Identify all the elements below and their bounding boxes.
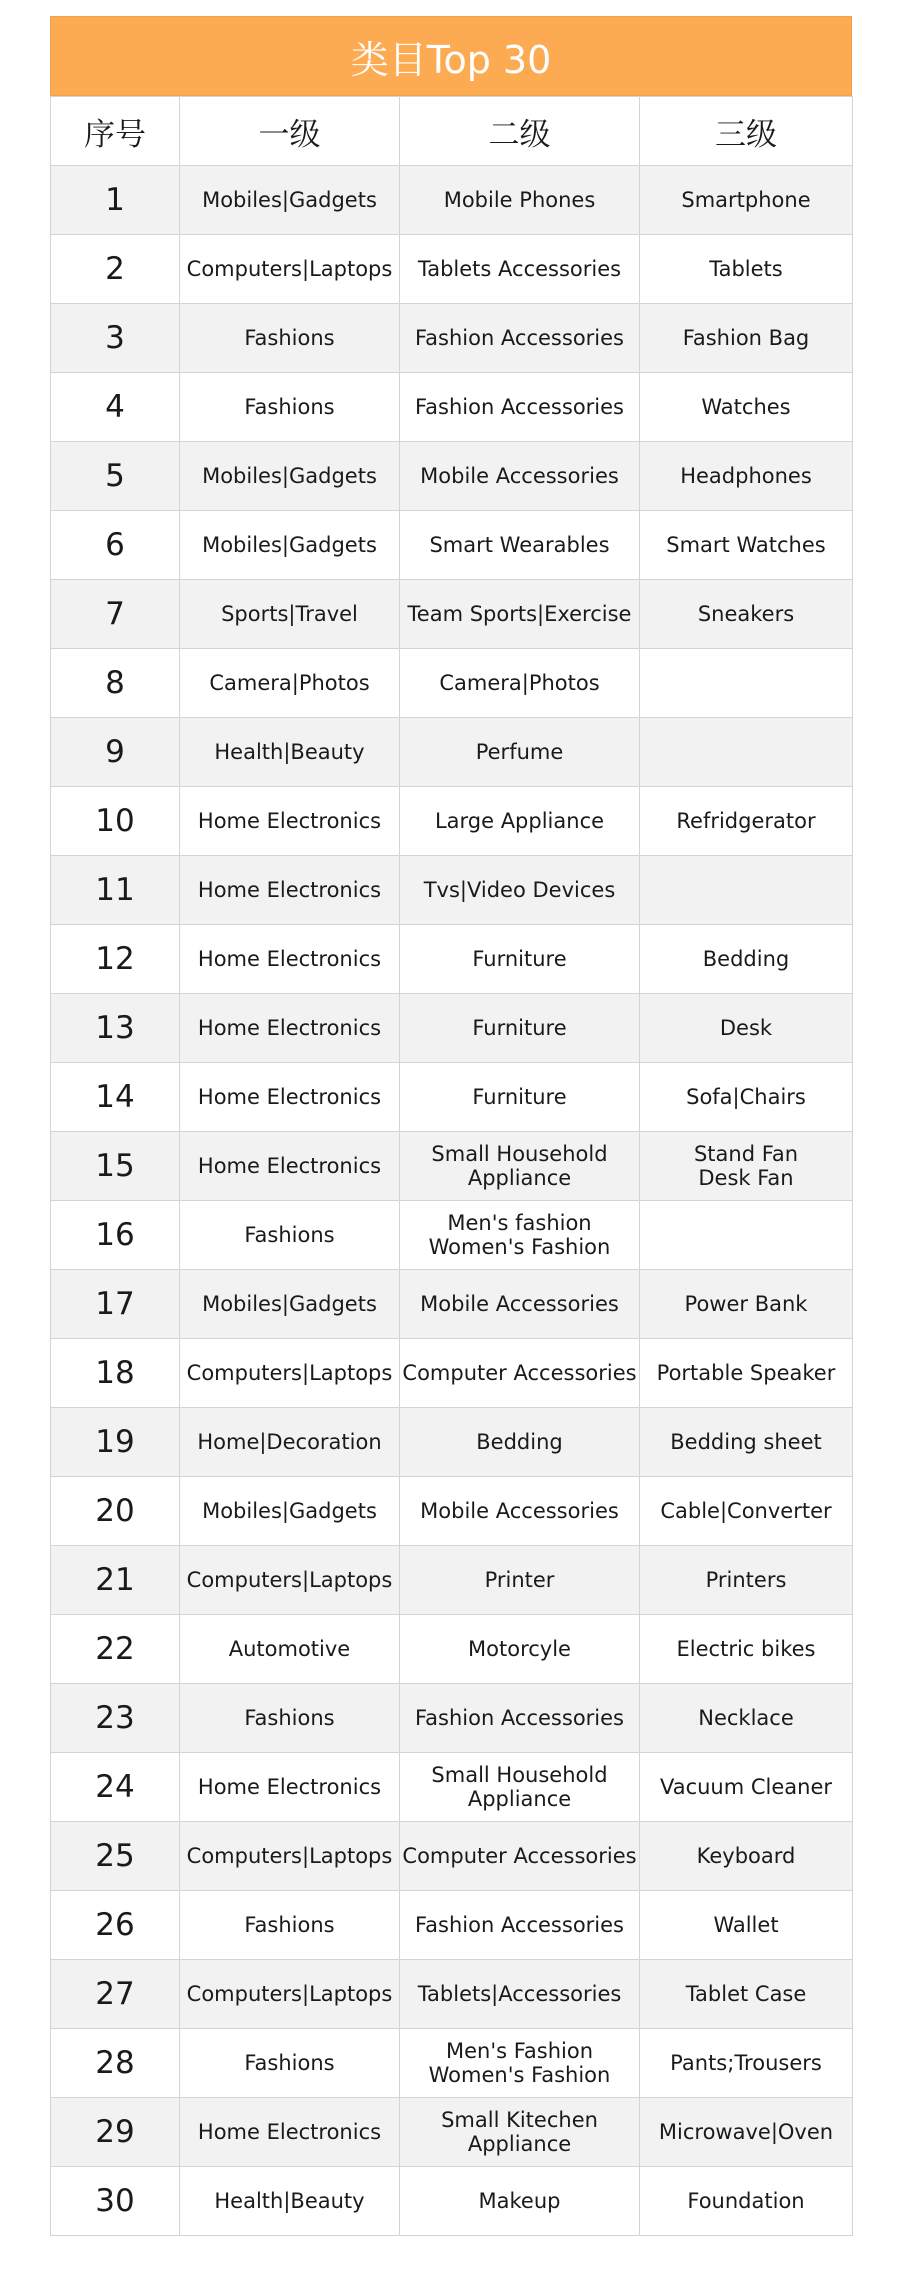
level-1-cell: Home Electronics: [180, 1132, 400, 1201]
table-row: [51, 1477, 853, 1546]
level-1-cell: Mobiles|Gadgets: [180, 442, 400, 511]
level-1-cell: Computers|Laptops: [180, 1339, 400, 1408]
rank-cell: 19: [51, 1408, 180, 1477]
level-2-cell: Small Household Appliance: [400, 1753, 640, 1822]
level-2-cell: Mobile Accessories: [400, 1477, 640, 1546]
level-2-cell: Furniture: [400, 1063, 640, 1132]
table-row: [51, 718, 853, 787]
rank-cell: 14: [51, 1063, 180, 1132]
table-row: [51, 1270, 853, 1339]
table-row: [51, 442, 853, 511]
table-row: [51, 787, 853, 856]
level-2-cell: Bedding: [400, 1408, 640, 1477]
table-title: 类目Top 30: [50, 16, 852, 96]
level-3-cell: [640, 856, 853, 925]
level-2-cell: Printer: [400, 1546, 640, 1615]
rank-cell: 30: [51, 2167, 180, 2236]
rank-cell: 27: [51, 1960, 180, 2029]
table-row: [51, 304, 853, 373]
level-1-cell: Mobiles|Gadgets: [180, 1270, 400, 1339]
level-2-cell: Small Kitechen Appliance: [400, 2098, 640, 2167]
level-2-cell: Men's fashion Women's Fashion: [400, 1201, 640, 1270]
table-body: [51, 166, 853, 2236]
level-2-cell: Furniture: [400, 925, 640, 994]
table-row: [51, 1546, 853, 1615]
table-row: [51, 166, 853, 235]
level-2-cell: Team Sports|Exercise: [400, 580, 640, 649]
table-row: [51, 1753, 853, 1822]
level-1-cell: Mobiles|Gadgets: [180, 166, 400, 235]
table-row: [51, 235, 853, 304]
table-row: [51, 511, 853, 580]
level-2-cell: Smart Wearables: [400, 511, 640, 580]
level-3-cell: Necklace: [640, 1684, 853, 1753]
level-1-cell: Camera|Photos: [180, 649, 400, 718]
level-1-cell: Automotive: [180, 1615, 400, 1684]
level-3-cell: Refridgerator: [640, 787, 853, 856]
level-1-cell: Health|Beauty: [180, 718, 400, 787]
level-3-cell: Pants;Trousers: [640, 2029, 853, 2098]
rank-cell: 18: [51, 1339, 180, 1408]
level-1-cell: Home Electronics: [180, 1063, 400, 1132]
level-1-cell: Home Electronics: [180, 994, 400, 1063]
level-3-cell: Tablet Case: [640, 1960, 853, 2029]
level-1-cell: Fashions: [180, 373, 400, 442]
rank-cell: 23: [51, 1684, 180, 1753]
level-2-cell: Tablets Accessories: [400, 235, 640, 304]
level-1-cell: Home Electronics: [180, 856, 400, 925]
rank-cell: 22: [51, 1615, 180, 1684]
table-row: [51, 1822, 853, 1891]
level-1-cell: Home Electronics: [180, 787, 400, 856]
rank-cell: 11: [51, 856, 180, 925]
table-row: [51, 1201, 853, 1270]
category-table: [50, 96, 853, 2236]
table-row: [51, 1615, 853, 1684]
level-1-cell: Health|Beauty: [180, 2167, 400, 2236]
level-1-cell: Computers|Laptops: [180, 1546, 400, 1615]
table-row: [51, 580, 853, 649]
header-level-1: 一级: [180, 97, 400, 166]
level-3-cell: Sofa|Chairs: [640, 1063, 853, 1132]
rank-cell: 8: [51, 649, 180, 718]
rank-cell: 1: [51, 166, 180, 235]
level-3-cell: Sneakers: [640, 580, 853, 649]
level-2-cell: Mobile Accessories: [400, 1270, 640, 1339]
level-2-cell: Motorcyle: [400, 1615, 640, 1684]
level-3-cell: Printers: [640, 1546, 853, 1615]
level-2-cell: Tablets|Accessories: [400, 1960, 640, 2029]
rank-cell: 28: [51, 2029, 180, 2098]
level-2-cell: Men's Fashion Women's Fashion: [400, 2029, 640, 2098]
level-3-cell: Smartphone: [640, 166, 853, 235]
level-3-cell: Tablets: [640, 235, 853, 304]
level-2-cell: Computer Accessories: [400, 1339, 640, 1408]
level-1-cell: Fashions: [180, 2029, 400, 2098]
level-3-cell: Vacuum Cleaner: [640, 1753, 853, 1822]
rank-cell: 3: [51, 304, 180, 373]
rank-cell: 16: [51, 1201, 180, 1270]
level-2-cell: Fashion Accessories: [400, 304, 640, 373]
header-level-3: 三级: [640, 97, 853, 166]
level-1-cell: Computers|Laptops: [180, 1822, 400, 1891]
level-3-cell: Cable|Converter: [640, 1477, 853, 1546]
rank-cell: 17: [51, 1270, 180, 1339]
table-row: [51, 2167, 853, 2236]
level-3-cell: Stand Fan Desk Fan: [640, 1132, 853, 1201]
table-row: [51, 1684, 853, 1753]
level-3-cell: Microwave|Oven: [640, 2098, 853, 2167]
level-3-cell: Bedding: [640, 925, 853, 994]
rank-cell: 13: [51, 994, 180, 1063]
table-row: [51, 1891, 853, 1960]
level-2-cell: Large Appliance: [400, 787, 640, 856]
level-3-cell: Keyboard: [640, 1822, 853, 1891]
rank-cell: 20: [51, 1477, 180, 1546]
rank-cell: 12: [51, 925, 180, 994]
level-3-cell: Watches: [640, 373, 853, 442]
level-1-cell: Home Electronics: [180, 925, 400, 994]
level-2-cell: Tvs|Video Devices: [400, 856, 640, 925]
level-2-cell: Fashion Accessories: [400, 1684, 640, 1753]
level-3-cell: Wallet: [640, 1891, 853, 1960]
rank-cell: 29: [51, 2098, 180, 2167]
level-2-cell: Computer Accessories: [400, 1822, 640, 1891]
level-2-cell: Camera|Photos: [400, 649, 640, 718]
level-3-cell: Power Bank: [640, 1270, 853, 1339]
top30-category-table-card: [50, 16, 852, 2236]
rank-cell: 5: [51, 442, 180, 511]
level-3-cell: Bedding sheet: [640, 1408, 853, 1477]
rank-cell: 6: [51, 511, 180, 580]
level-1-cell: Computers|Laptops: [180, 235, 400, 304]
level-1-cell: Fashions: [180, 1201, 400, 1270]
table-row: [51, 1960, 853, 2029]
header-rank: 序号: [51, 97, 180, 166]
level-2-cell: Furniture: [400, 994, 640, 1063]
rank-cell: 4: [51, 373, 180, 442]
table-row: [51, 649, 853, 718]
level-3-cell: [640, 1201, 853, 1270]
rank-cell: 7: [51, 580, 180, 649]
rank-cell: 21: [51, 1546, 180, 1615]
rank-cell: 9: [51, 718, 180, 787]
table-row: [51, 856, 853, 925]
level-1-cell: Mobiles|Gadgets: [180, 1477, 400, 1546]
level-3-cell: Desk: [640, 994, 853, 1063]
table-row: [51, 2098, 853, 2167]
table-row: [51, 2029, 853, 2098]
table-row: [51, 1339, 853, 1408]
level-1-cell: Mobiles|Gadgets: [180, 511, 400, 580]
level-3-cell: Smart Watches: [640, 511, 853, 580]
level-1-cell: Computers|Laptops: [180, 1960, 400, 2029]
table-row: [51, 1408, 853, 1477]
level-2-cell: Fashion Accessories: [400, 1891, 640, 1960]
level-2-cell: Perfume: [400, 718, 640, 787]
rank-cell: 26: [51, 1891, 180, 1960]
table-row: [51, 925, 853, 994]
level-2-cell: Mobile Phones: [400, 166, 640, 235]
level-1-cell: Sports|Travel: [180, 580, 400, 649]
rank-cell: 2: [51, 235, 180, 304]
header-row: [51, 97, 853, 166]
level-1-cell: Fashions: [180, 1684, 400, 1753]
table-row: [51, 994, 853, 1063]
level-3-cell: Headphones: [640, 442, 853, 511]
level-3-cell: Portable Speaker: [640, 1339, 853, 1408]
level-1-cell: Fashions: [180, 1891, 400, 1960]
table-row: [51, 1132, 853, 1201]
level-1-cell: Home Electronics: [180, 1753, 400, 1822]
rank-cell: 25: [51, 1822, 180, 1891]
level-3-cell: [640, 649, 853, 718]
level-3-cell: Foundation: [640, 2167, 853, 2236]
level-2-cell: Mobile Accessories: [400, 442, 640, 511]
level-3-cell: [640, 718, 853, 787]
level-1-cell: Fashions: [180, 304, 400, 373]
rank-cell: 15: [51, 1132, 180, 1201]
level-3-cell: Fashion Bag: [640, 304, 853, 373]
level-3-cell: Electric bikes: [640, 1615, 853, 1684]
level-1-cell: Home|Decoration: [180, 1408, 400, 1477]
level-2-cell: Fashion Accessories: [400, 373, 640, 442]
table-row: [51, 373, 853, 442]
rank-cell: 10: [51, 787, 180, 856]
header-level-2: 二级: [400, 97, 640, 166]
rank-cell: 24: [51, 1753, 180, 1822]
level-2-cell: Makeup: [400, 2167, 640, 2236]
table-row: [51, 1063, 853, 1132]
level-1-cell: Home Electronics: [180, 2098, 400, 2167]
level-2-cell: Small Household Appliance: [400, 1132, 640, 1201]
